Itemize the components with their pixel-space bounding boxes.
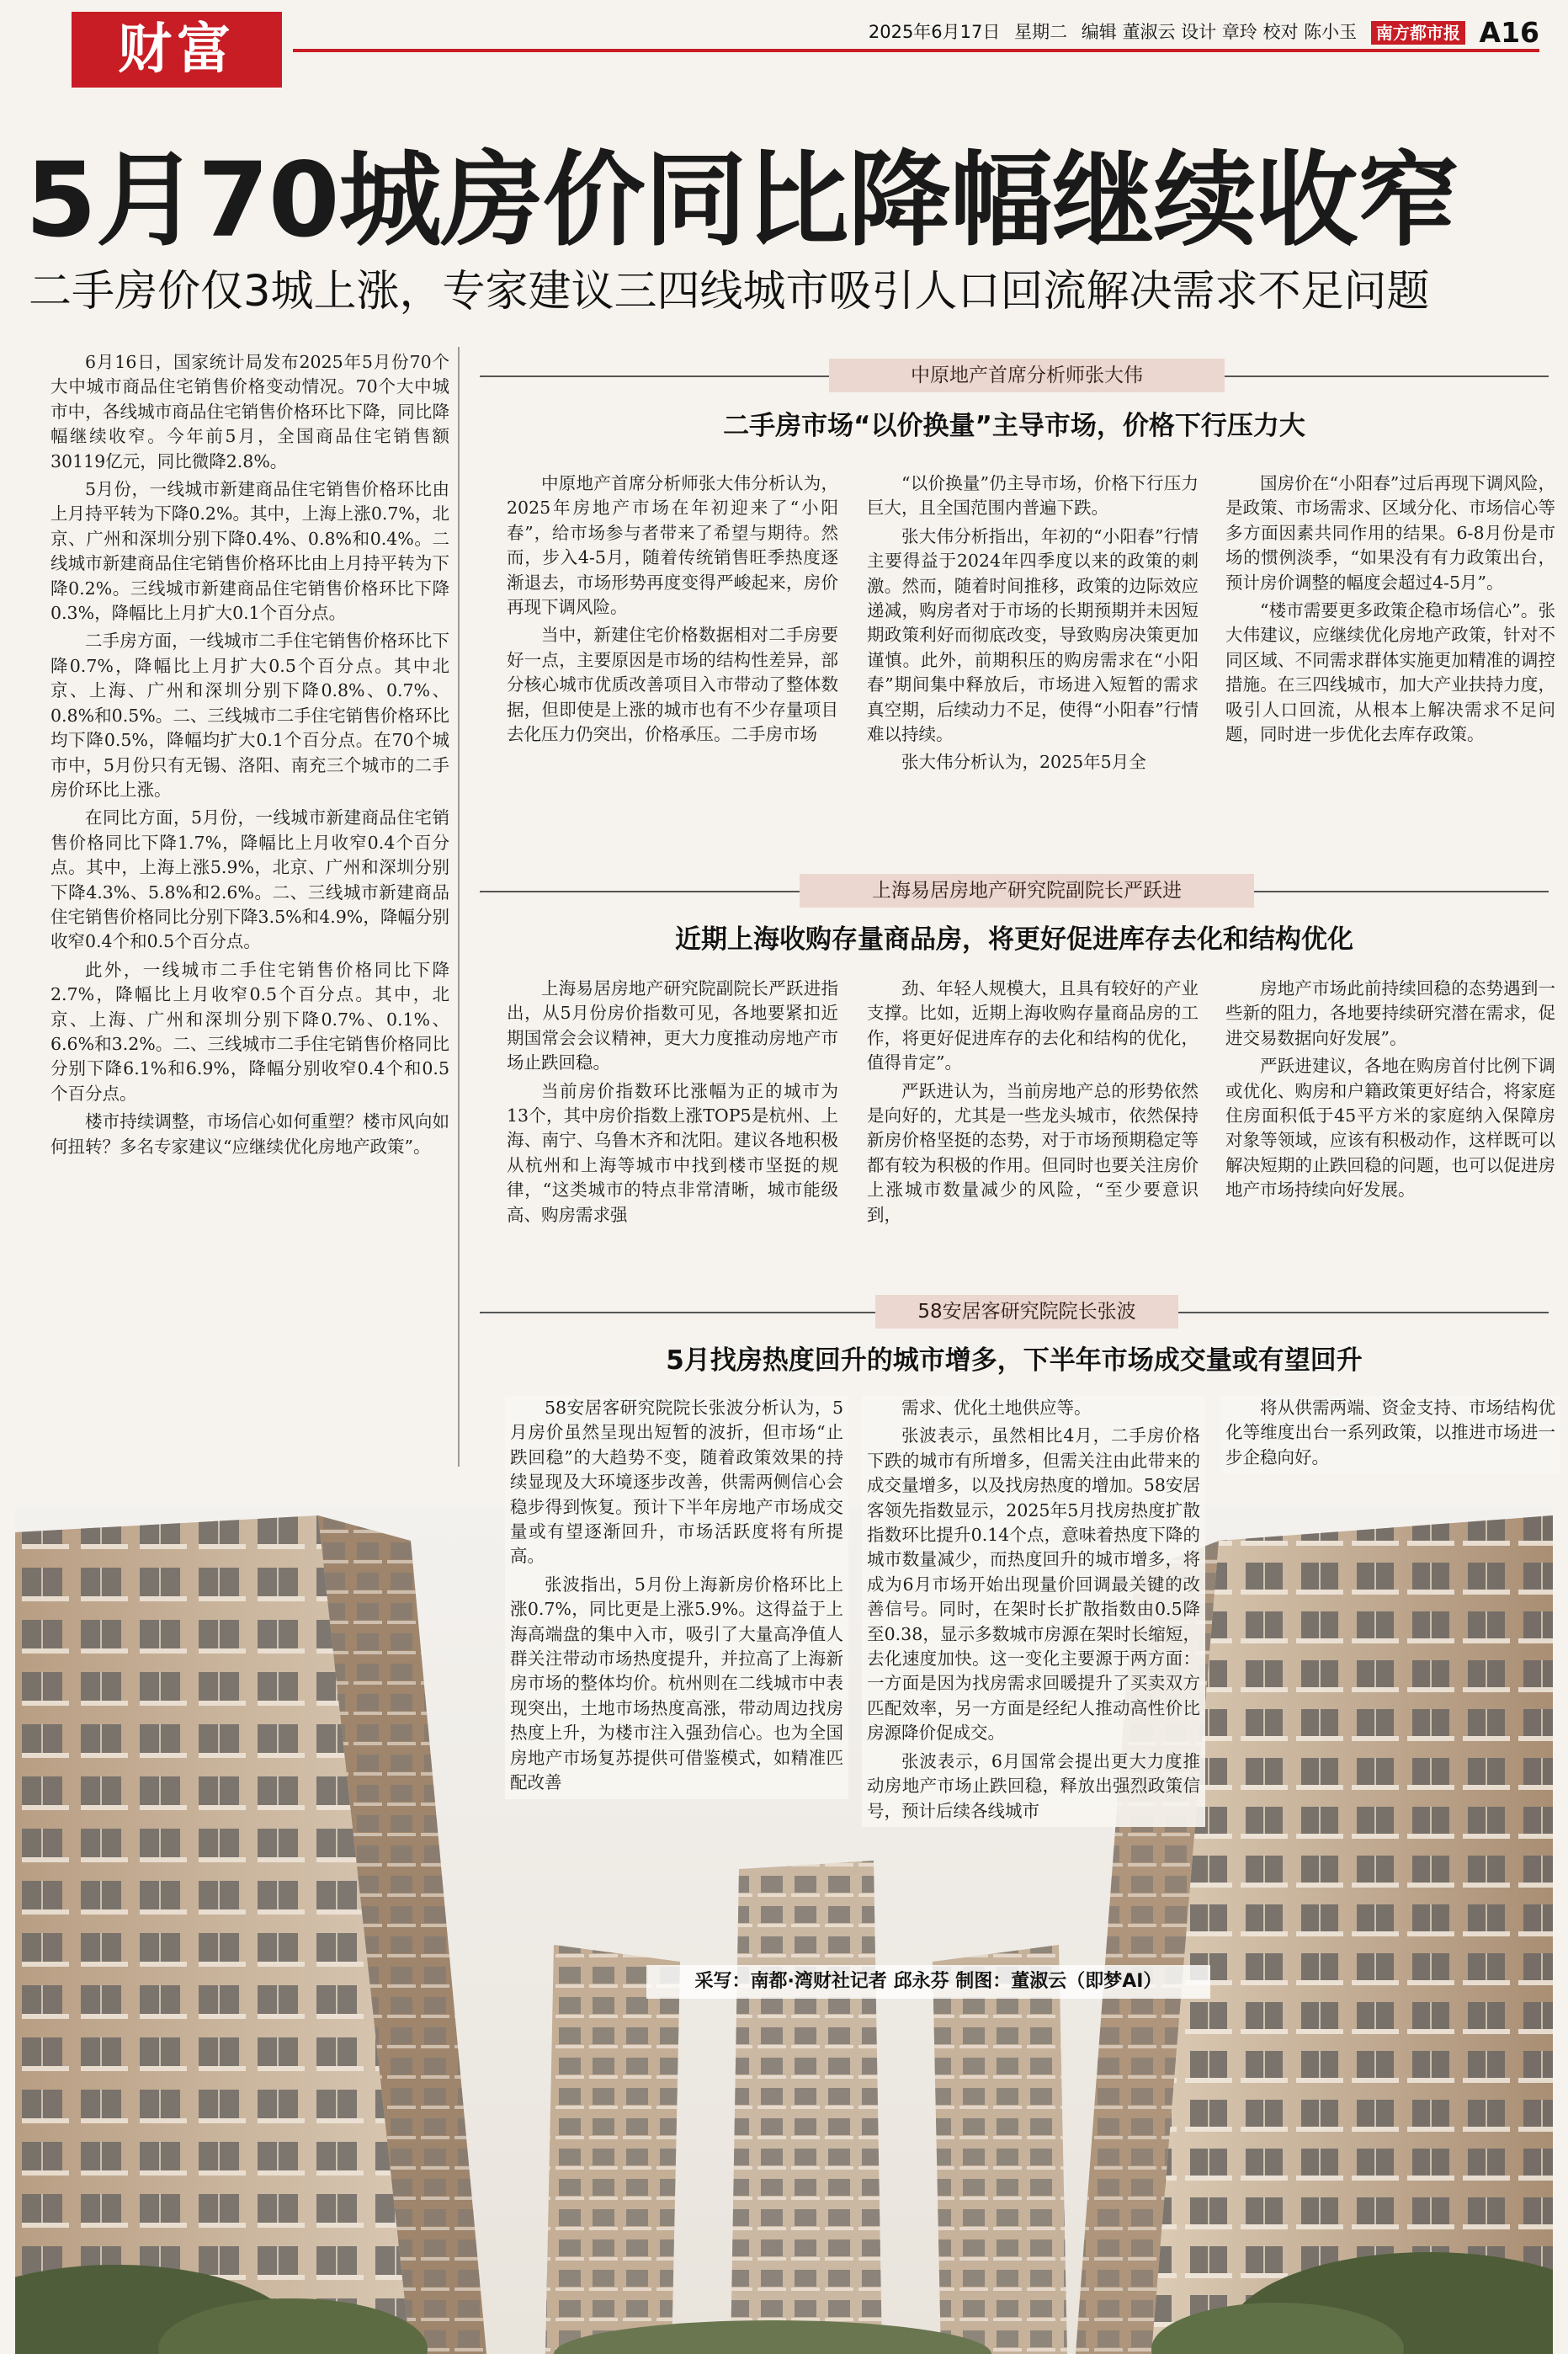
paragraph: 房地产市场此前持续回稳的态势遇到一些新的阻力，各地要持续研究潜在需求，促进交易数据向好发展”。 <box>1225 978 1555 1048</box>
subheadline: 二手房价仅3城上涨，专家建议三四线城市吸引人口回流解决需求不足问题 <box>29 267 1430 317</box>
expert-headline-zhang-bo: 5月找房热度回升的城市增多，下半年市场成交量或有望回升 <box>666 1345 1363 1376</box>
paragraph: 严跃进认为，当前房地产总的形势依然是向好的，尤其是一些龙头城市，依然保持新房价格坚挺的态势，对于市场预期稳定等都有较为积极的作用。但同时也要关注房价上涨城市数量减少的风险，“至少要意识到， <box>867 1080 1199 1225</box>
expert-label-zhang-bo: 58安居客研究院院长张波 <box>875 1295 1178 1329</box>
expert3-col3 <box>1220 1396 1560 1473</box>
paragraph: 楼市持续调整，市场信心如何重塑？楼市风向如何扭转？多名专家建议“应继续优化房地产政策”。 <box>50 1111 449 1157</box>
lead-article <box>50 350 449 1163</box>
expert2-col2 <box>867 977 1199 1231</box>
expert-headline-yan-yuejin: 近期上海收购存量商品房，将更好促进库存去化和结构优化 <box>675 924 1353 955</box>
paragraph: 国房价在“小阳春”过后再现下调风险，是政策、市场需求、区域分化、市场信心等多方面因素共同作用的结果。6-8月份是市场的惯例淡季，“如果没有有力政策出台，预计房价调整的幅度会超过4-5月”。 <box>1225 473 1555 593</box>
column-divider <box>458 347 460 1467</box>
newspaper-logo: 南方都市报 <box>1371 21 1465 45</box>
expert1-col3 <box>1225 471 1555 750</box>
paragraph: 将从供需两端、资金支持、市场结构优化等维度出台一系列政策，以推进市场进一步企稳向好。 <box>1225 1398 1555 1467</box>
issue-date: 2025年6月17日 <box>868 22 1001 42</box>
expert2-col3 <box>1225 977 1555 1206</box>
paragraph: 6月16日，国家统计局发布2025年5月份70个大中城市商品住宅销售价格变动情况。70个大中城市中，各线城市商品住宅销售价格环比下降，同比降幅继续收窄。今年前5月，全国商品住宅销售额30119亿元，同比微降2.8%。 <box>50 352 449 471</box>
paragraph: 张波表示，虽然相比4月，二手房价格下跌的城市有所增多，但需关注由此带来的成交量增多，以及找房热度的增加。58安居客领先指数显示，2025年5月找房热度扩散指数环比提升0.14个点，意味着热度下降的城市数量减少，而热度回升的城市增多，将成为6月市场开始出现量价回调最关键的改善信号。同时，在架时长扩散指数由0.5降至0.38，显示多数城市房源在架时长缩短，去化速度加快。这一变化主要源于两方面：一方面是因为找房需求回暖提升了买卖双方匹配效率，另一方面是经纪人推动高性价比房源降价促成交。 <box>867 1425 1200 1744</box>
issue-weekday: 星期二 <box>1014 22 1068 42</box>
masthead-rule <box>293 49 1539 52</box>
headline: 5月70城房价同比降幅继续收窄 <box>25 141 1459 260</box>
paragraph: 58安居客研究院院长张波分析认为，5月房价虽然呈现出短暂的波折，但市场“止跌回稳”的大趋势不变，随着政策效果的持续显现及大环境逐步改善，供需两侧信心会稳步得到恢复。预计下半年房地产市场成交量或有望逐渐回升，市场活跃度将有所提高。 <box>510 1398 843 1567</box>
page-number: A16 <box>1479 16 1539 49</box>
paragraph: 劲、年轻人规模大，且具有较好的产业支撑。比如，近期上海收购存量商品房的工作，将更好促进库存的去化和结构的优化，值得肯定”。 <box>867 978 1199 1073</box>
photo-credit: 采写：南都·湾财社记者 邱永芬 制图：董淑云（即梦AI） <box>646 1965 1210 1999</box>
paragraph: 当中，新建住宅价格数据相对二手房要好一点，主要原因是市场的结构性差异，部分核心城市优质改善项目入市带动了整体数据，但即使是上涨的城市也有不少存量项目去化压力仍突出，价格承压。二手房市场 <box>507 625 838 745</box>
paragraph: 张大伟分析指出，年初的“小阳春”行情主要得益于2024年四季度以来的政策的刺激。然而，随着时间推移，政策的边际效应递减，购房者对于市场的长期预期并未因短期政策利好而彻底改变，导致购房决策更加谨慎。此外，前期积压的购房需求在“小阳春”期间集中释放后，市场进入短暂的需求真空期，后续动力不足，使得“小阳春”行情难以持续。 <box>867 525 1199 745</box>
editor-credits: 编辑 董淑云 设计 章玲 校对 陈小玉 <box>1081 22 1358 42</box>
paragraph: “以价换量”仍主导市场，价格下行压力巨大，且全国范围内普遍下跌。 <box>867 473 1199 519</box>
masthead <box>0 0 1568 93</box>
expert-label-yan-yuejin: 上海易居房地产研究院副院长严跃进 <box>800 874 1254 908</box>
expert3-col2 <box>862 1396 1205 1827</box>
paragraph: 严跃进建议，各地在购房首付比例下调或优化、购房和户籍政策更好结合，将家庭住房面积低于45平方米的家庭纳入保障房对象等领域，应该有积极动作，这样既可以解决短期的止跌回稳的问题，也可以促进房地产市场持续向好发展。 <box>1225 1056 1555 1201</box>
paragraph: 张大伟分析认为，2025年5月全 <box>901 752 1146 773</box>
expert3-col1 <box>505 1396 848 1799</box>
paragraph: 此外，一线城市二手住宅销售价格同比下降2.7%，降幅比上月收窄0.5个百分点。其中，北京、上海、广州和深圳分别下降0.7%、0.1%、6.6%和3.2%。二、三线城市二手住宅销售价格同比分别下降6.1%和6.9%，降幅分别收窄0.4个和0.5个百分点。 <box>50 959 449 1104</box>
paragraph: “楼市需要更多政策企稳市场信心”。张大伟建议，应继续优化房地产政策，针对不同区域、不同需求群体实施更加精准的调控措施。在三四线城市，加大产业扶持力度，吸引人口回流，从根本上解决需求不足问题，同时进一步优化去库存政策。 <box>1225 600 1555 745</box>
paragraph: 二手房方面，一线城市二手住宅销售价格环比下降0.7%，降幅比上月扩大0.5个百分点。其中北京、上海、广州和深圳分别下降0.8%、0.7%、0.8%和0.5%。二、三线城市二手住宅销售价格环比均下降0.5%，降幅均扩大0.1个百分点。在70个城市中，5月份只有无锡、洛阳、南充三个城市的二手房价环比上涨。 <box>50 631 449 800</box>
expert-label-zhang-dawei: 中原地产首席分析师张大伟 <box>829 359 1225 392</box>
paragraph: 需求、优化土地供应等。 <box>901 1398 1092 1418</box>
paragraph: 上海易居房地产研究院副院长严跃进指出，从5月份房价指数可见，各地要紧扣近期国常会会议精神，更大力度推动房地产市场止跌回稳。 <box>507 978 838 1073</box>
paragraph: 当前房价指数环比涨幅为正的城市为13个，其中房价指数上涨TOP5是杭州、上海、南宁、乌鲁木齐和沈阳。建议各地积极从杭州和上海等城市中找到楼市坚挺的规律，“这类城市的特点非常清晰，城市能级高、购房需求强 <box>507 1080 838 1225</box>
paragraph: 在同比方面，5月份，一线城市新建商品住宅销售价格同比下降1.7%，降幅比上月收窄0.4个百分点。其中，上海上涨5.9%，北京、广州和深圳分别下降4.3%、5.8%和2.6%。二、三线城市新建商品住宅销售价格同比分别下降3.5%和4.9%，降幅分别收窄0.4个和0.5个百分点。 <box>50 807 449 952</box>
paragraph: 中原地产首席分析师张大伟分析认为，2025年房地产市场在年初迎来了“小阳春”，给市场参与者带来了希望与期待。然而，步入4-5月，随着传统销售旺季热度逐渐退去，市场形势再度变得严峻起来，房价再现下调风险。 <box>507 473 838 618</box>
page-info <box>860 15 1539 49</box>
expert1-col1 <box>507 471 838 750</box>
expert-headline-zhang-dawei: 二手房市场“以价换量”主导市场，价格下行压力大 <box>723 411 1305 441</box>
expert1-col2 <box>867 471 1199 779</box>
expert2-col1 <box>507 977 838 1231</box>
paragraph: 张波指出，5月份上海新房价格环比上涨0.7%，同比更是上涨5.9%。这得益于上海高端盘的集中入市，吸引了大量高净值人群关注带动市场热度提升，并拉高了上海新房市场的整体均价。杭州则在二线城市中表现突出，土地市场热度高涨，带动周边找房热度上升，为楼市注入强劲信心。也为全国房地产市场复苏提供可借鉴模式，如精准匹配改善 <box>510 1574 843 1793</box>
paragraph: 5月份，一线城市新建商品住宅销售价格环比由上月持平转为下降0.2%。其中，上海上涨0.7%，北京、广州和深圳分别下降0.4%、0.8%和0.4%。二线城市新建商品住宅销售价格环比由上月持平转为下降0.2%。三线城市新建商品住宅销售价格环比下降0.3%，降幅比上月扩大0.1个百分点。 <box>50 479 449 624</box>
section-tag: 财富 <box>72 12 282 88</box>
paragraph: 张波表示，6月国常会提出更大力度推动房地产市场止跌回稳，释放出强烈政策信号，预计后续各线城市 <box>867 1750 1200 1821</box>
